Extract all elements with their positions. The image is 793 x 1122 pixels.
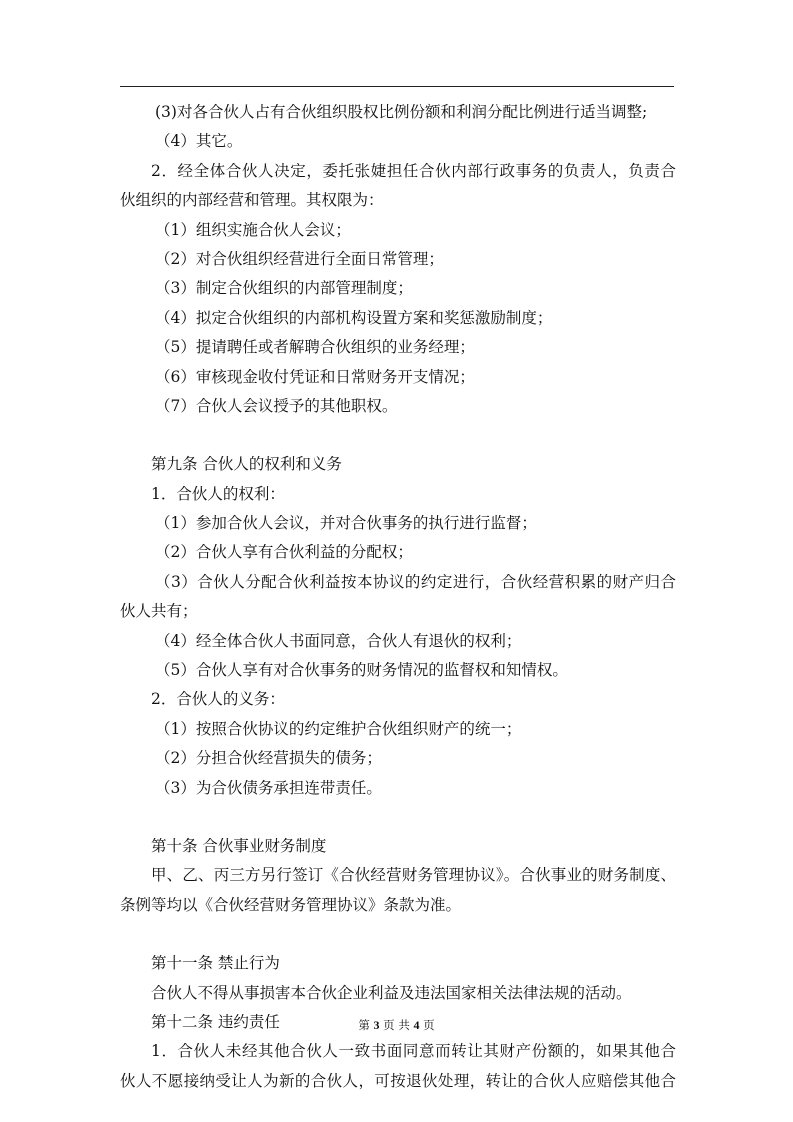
text-line: 伙组织的内部经营和管理。其权限为： xyxy=(120,191,384,210)
text-line: （7）合伙人会议授予的其他职权。 xyxy=(155,396,398,415)
text-line: 第九条 合伙人的权利和义务 xyxy=(151,455,342,474)
text-line: 条例等均以《合伙经营财务管理协议》条款为准。 xyxy=(120,895,462,914)
footer-suffix: 页 xyxy=(423,1018,435,1032)
page-footer xyxy=(0,1017,793,1033)
text-line: 伙人不愿接纳受让人为新的合伙人，可按退伙处理，转让的合伙人应赔偿其他合 xyxy=(120,1071,676,1090)
text-line: (3)对各合伙人占有合伙组织股权比例份额和利润分配比例进行适当调整; xyxy=(155,103,648,121)
text-line: 1．合伙人未经其他合伙人一致书面同意而转让其财产份额的，如果其他合 xyxy=(151,1042,676,1061)
text-line: 2．合伙人的义务： xyxy=(151,690,285,709)
text-line: （5）合伙人享有对合伙事务的财务情况的监督权和知情权。 xyxy=(155,661,568,680)
footer-middle: 页 共 xyxy=(383,1018,410,1032)
footer-prefix: 第 xyxy=(358,1018,370,1032)
text-line: （3）制定合伙组织的内部管理制度； xyxy=(155,279,413,298)
footer-total-pages: 4 xyxy=(413,1018,420,1032)
text-line: 合伙人不得从事损害本合伙企业利益及违法国家相关法律法规的活动。 xyxy=(151,983,632,1002)
text-line: 第十一条 禁止行为 xyxy=(151,954,280,973)
text-line: （2）合伙人享有合伙利益的分配权； xyxy=(155,543,413,562)
text-line: （5）提请聘任或者解聘合伙组织的业务经理； xyxy=(155,338,475,357)
text-line: 第十二条 违约责任 xyxy=(151,1012,280,1031)
text-line: （4）经全体合伙人书面同意，合伙人有退伙的权利； xyxy=(155,631,522,650)
text-line: （1）组织实施合伙人会议； xyxy=(155,220,351,239)
text-line: 1．合伙人的权利： xyxy=(151,484,285,503)
text-line: （1）按照合伙协议的约定维护合伙组织财产的统一； xyxy=(155,719,522,738)
text-line: 甲、乙、丙三方另行签订《合伙经营财务管理协议》。合伙事业的财务制度、 xyxy=(151,866,676,885)
text-line: 2．经全体合伙人决定，委托张婕担任合伙内部行政事务的负责人，负责合 xyxy=(151,161,676,180)
blank-line xyxy=(120,421,676,450)
text-line: 伙人共有； xyxy=(120,602,198,621)
text-line: （3）合伙人分配合伙利益按本协议的约定进行，合伙经营积累的财产归合 xyxy=(155,572,676,591)
header-rule xyxy=(120,86,674,87)
text-line: （1）参加合伙人会议，并对合伙事务的执行进行监督； xyxy=(155,514,537,533)
text-line: （4）其它。 xyxy=(155,132,243,151)
document-body xyxy=(120,98,676,1096)
text-line: （2）对合伙组织经营进行全面日常管理； xyxy=(155,249,444,268)
text-line: （2）分担合伙经营损失的债务； xyxy=(155,749,382,768)
footer-current-page: 3 xyxy=(373,1018,380,1032)
text-line: （3）为合伙债务承担连带责任。 xyxy=(155,778,382,797)
text-line: （6）审核现金收付凭证和日常财务开支情况； xyxy=(155,367,475,386)
blank-line xyxy=(120,920,676,949)
text-line: （4）拟定合伙组织的内部机构设置方案和奖惩激励制度； xyxy=(155,308,553,327)
text-line: 第十条 合伙事业财务制度 xyxy=(151,836,327,855)
blank-line xyxy=(120,803,676,832)
